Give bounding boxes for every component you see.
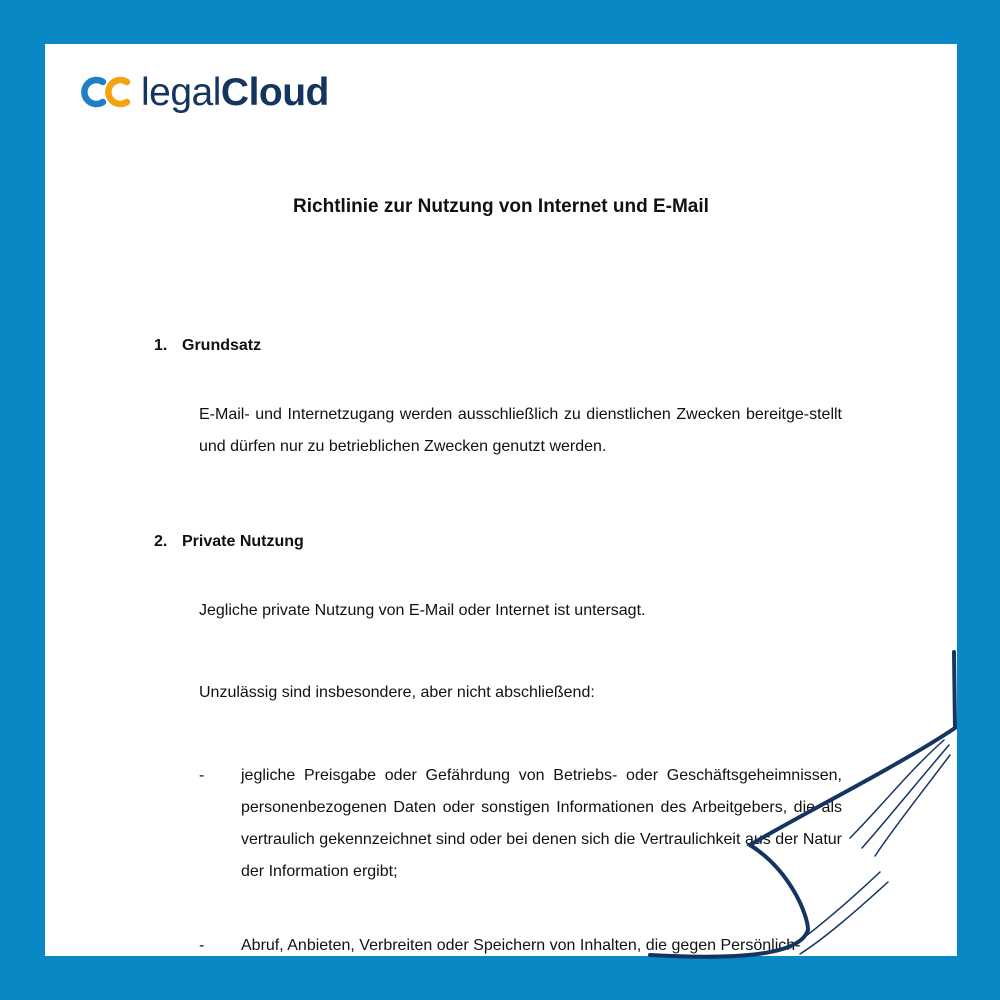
legalcloud-logo-icon (77, 74, 133, 110)
bullet-dash: - (199, 767, 205, 784)
bullet-item (199, 930, 842, 956)
document-page (45, 44, 957, 956)
section-heading-grundsatz (154, 337, 261, 355)
section-title: Private Nutzung (182, 533, 304, 550)
document-title: Richtlinie zur Nutzung von Internet und E-Mail (293, 196, 709, 217)
logo-text-bold: Cloud (220, 70, 329, 114)
section-paragraph: Jegliche private Nutzung von E-Mail oder Internet ist untersagt. (199, 602, 646, 619)
legalcloud-logo (77, 68, 329, 116)
bullet-text: Abruf, Anbieten, Verbreiten oder Speichern von Inhalten, die gegen Persönlich- (241, 937, 801, 954)
bullet-text: jegliche Preisgabe oder Gefährdung von Betriebs- oder Geschäftsgeheimnissen, personenbezogenen Daten oder sonstigen Informationen des Arbeitgebers, die als vertraulich gekennzeichnet sind oder bei denen sich die Vertraulichkeit aus der Natur der Information ergibt; (241, 767, 842, 880)
logo-wordmark (141, 70, 329, 114)
section-paragraph: E-Mail- und Internetzugang werden ausschließlich zu dienstlichen Zwecken bereitge-stellt und dürfen nur zu betrieblichen Zwecken genutzt werden. (199, 406, 842, 455)
section-intro: Unzulässig sind insbesondere, aber nicht abschließend: (199, 684, 595, 701)
section-number: 2. (154, 533, 168, 550)
section-heading-private-nutzung (154, 533, 304, 551)
section-title: Grundsatz (182, 337, 262, 354)
bullet-dash: - (199, 937, 205, 954)
bullet-item (199, 760, 842, 888)
section-number: 1. (154, 337, 168, 354)
logo-text-light: legal (141, 70, 221, 114)
